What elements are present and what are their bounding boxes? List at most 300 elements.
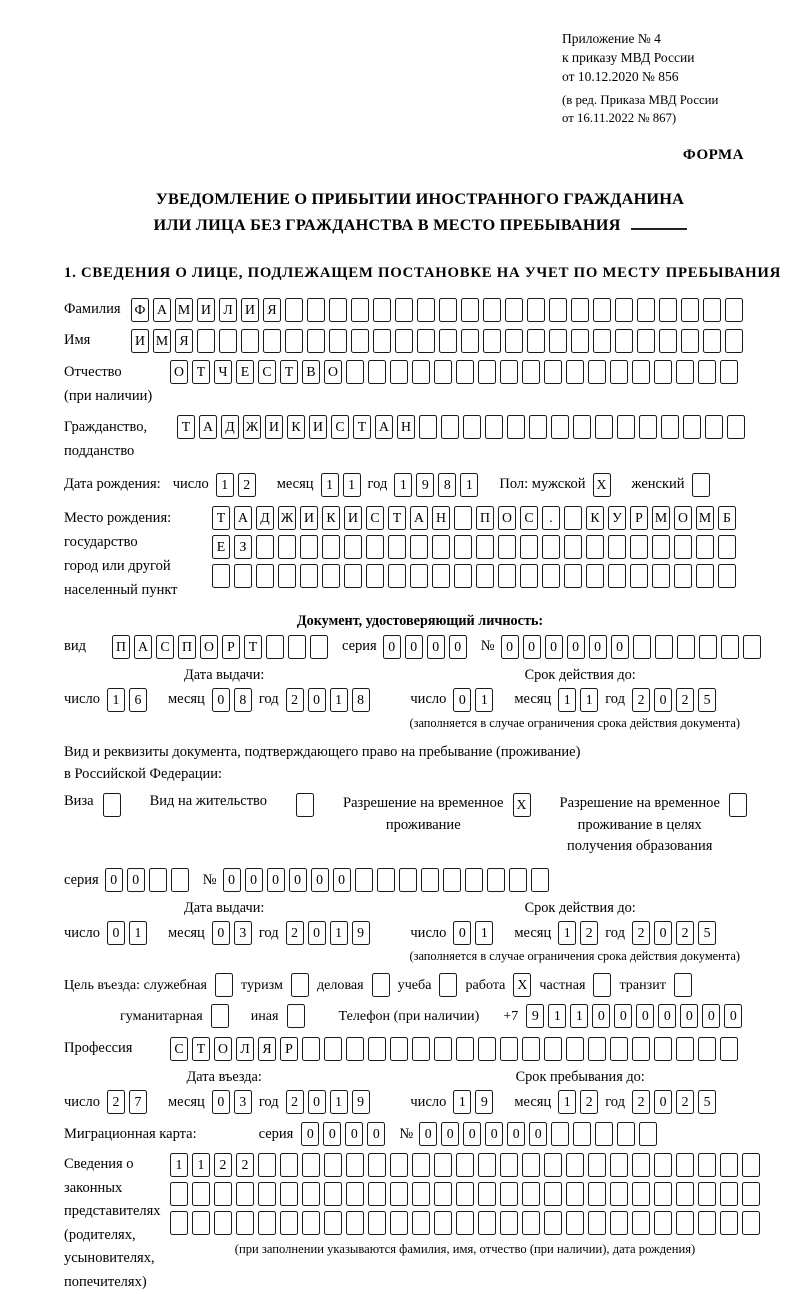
form-cell[interactable] — [654, 1182, 672, 1206]
form-cell[interactable]: 0 — [680, 1004, 698, 1028]
form-cell[interactable]: П — [476, 506, 494, 530]
form-cell[interactable] — [454, 535, 472, 559]
form-cell[interactable] — [527, 329, 545, 353]
form-cell[interactable] — [676, 1211, 694, 1235]
form-cell[interactable] — [633, 635, 651, 659]
form-cell[interactable] — [637, 329, 655, 353]
form-cell[interactable] — [566, 360, 584, 384]
form-cell[interactable]: 1 — [330, 921, 348, 945]
form-cell[interactable]: 1 — [216, 473, 234, 497]
form-cell[interactable]: 0 — [501, 635, 519, 659]
form-cell[interactable] — [214, 1182, 232, 1206]
form-cell[interactable] — [390, 360, 408, 384]
form-cell[interactable] — [355, 868, 373, 892]
form-cell[interactable] — [610, 1153, 628, 1177]
form-cell[interactable] — [564, 506, 582, 530]
form-cell[interactable]: 1 — [129, 921, 147, 945]
form-cell[interactable] — [170, 1182, 188, 1206]
form-cell[interactable]: 0 — [367, 1122, 385, 1146]
form-cell[interactable]: 2 — [580, 1090, 598, 1114]
form-cell[interactable] — [366, 535, 384, 559]
form-cell[interactable]: 0 — [427, 635, 445, 659]
form-cell[interactable]: 0 — [308, 921, 326, 945]
form-cell[interactable]: М — [696, 506, 714, 530]
form-cell[interactable]: X — [513, 973, 531, 997]
form-cell[interactable] — [465, 868, 483, 892]
form-cell[interactable] — [674, 564, 692, 588]
form-cell[interactable]: 0 — [567, 635, 585, 659]
form-cell[interactable] — [531, 868, 549, 892]
form-cell[interactable] — [588, 360, 606, 384]
form-cell[interactable] — [441, 415, 459, 439]
form-cell[interactable] — [346, 1182, 364, 1206]
form-cell[interactable]: 1 — [330, 688, 348, 712]
form-cell[interactable] — [500, 1182, 518, 1206]
form-cell[interactable] — [285, 329, 303, 353]
form-cell[interactable] — [368, 1211, 386, 1235]
form-cell[interactable]: 1 — [343, 473, 361, 497]
form-cell[interactable] — [595, 415, 613, 439]
form-cell[interactable]: Т — [212, 506, 230, 530]
form-cell[interactable] — [483, 329, 501, 353]
form-cell[interactable] — [456, 1182, 474, 1206]
form-cell[interactable]: 0 — [523, 635, 541, 659]
form-cell[interactable]: Л — [219, 298, 237, 322]
form-cell[interactable]: 2 — [286, 1090, 304, 1114]
form-cell[interactable] — [500, 1037, 518, 1061]
form-cell[interactable]: 1 — [558, 921, 576, 945]
form-cell[interactable] — [390, 1211, 408, 1235]
form-cell[interactable] — [544, 1182, 562, 1206]
form-cell[interactable] — [388, 535, 406, 559]
form-cell[interactable]: 0 — [589, 635, 607, 659]
form-cell[interactable] — [588, 1211, 606, 1235]
form-cell[interactable] — [463, 415, 481, 439]
form-cell[interactable] — [549, 329, 567, 353]
form-cell[interactable] — [564, 564, 582, 588]
form-cell[interactable]: М — [652, 506, 670, 530]
form-cell[interactable] — [280, 1182, 298, 1206]
form-cell[interactable]: 0 — [308, 1090, 326, 1114]
form-cell[interactable]: С — [366, 506, 384, 530]
form-cell[interactable] — [288, 635, 306, 659]
form-cell[interactable] — [410, 535, 428, 559]
form-cell[interactable] — [544, 1153, 562, 1177]
form-cell[interactable] — [434, 1182, 452, 1206]
form-cell[interactable] — [566, 1211, 584, 1235]
form-cell[interactable]: 1 — [580, 688, 598, 712]
form-cell[interactable] — [351, 298, 369, 322]
form-cell[interactable] — [476, 564, 494, 588]
form-cell[interactable] — [696, 535, 714, 559]
form-cell[interactable] — [725, 329, 743, 353]
form-cell[interactable] — [215, 973, 233, 997]
form-cell[interactable] — [256, 535, 274, 559]
form-cell[interactable] — [498, 535, 516, 559]
form-cell[interactable]: 2 — [632, 921, 650, 945]
form-cell[interactable] — [399, 868, 417, 892]
form-cell[interactable] — [520, 535, 538, 559]
form-cell[interactable] — [324, 1211, 342, 1235]
form-cell[interactable]: О — [170, 360, 188, 384]
form-cell[interactable] — [346, 1211, 364, 1235]
form-cell[interactable] — [615, 298, 633, 322]
form-cell[interactable] — [456, 1211, 474, 1235]
form-cell[interactable] — [302, 1182, 320, 1206]
form-cell[interactable] — [456, 1037, 474, 1061]
form-cell[interactable]: 0 — [405, 635, 423, 659]
form-cell[interactable]: А — [234, 506, 252, 530]
form-cell[interactable]: X — [593, 473, 611, 497]
form-cell[interactable] — [300, 564, 318, 588]
form-cell[interactable]: Т — [192, 360, 210, 384]
form-cell[interactable] — [395, 329, 413, 353]
form-cell[interactable]: Т — [244, 635, 262, 659]
form-cell[interactable] — [588, 1153, 606, 1177]
form-cell[interactable]: 0 — [212, 688, 230, 712]
form-cell[interactable] — [419, 415, 437, 439]
form-cell[interactable]: 0 — [529, 1122, 547, 1146]
form-cell[interactable] — [674, 535, 692, 559]
form-cell[interactable] — [542, 564, 560, 588]
form-cell[interactable] — [676, 1037, 694, 1061]
form-cell[interactable] — [329, 329, 347, 353]
form-cell[interactable] — [742, 1153, 760, 1177]
form-cell[interactable] — [368, 1182, 386, 1206]
form-cell[interactable] — [236, 1211, 254, 1235]
form-cell[interactable]: С — [170, 1037, 188, 1061]
form-cell[interactable] — [527, 298, 545, 322]
form-cell[interactable] — [280, 1153, 298, 1177]
form-cell[interactable]: 0 — [654, 688, 672, 712]
form-cell[interactable]: 0 — [453, 688, 471, 712]
form-cell[interactable]: П — [112, 635, 130, 659]
form-cell[interactable] — [478, 1037, 496, 1061]
form-cell[interactable] — [718, 564, 736, 588]
form-cell[interactable]: И — [131, 329, 149, 353]
form-cell[interactable] — [632, 1182, 650, 1206]
form-cell[interactable]: 2 — [286, 688, 304, 712]
form-cell[interactable]: 1 — [330, 1090, 348, 1114]
form-cell[interactable]: 0 — [289, 868, 307, 892]
form-cell[interactable]: А — [153, 298, 171, 322]
form-cell[interactable]: 0 — [449, 635, 467, 659]
form-cell[interactable] — [103, 793, 121, 817]
form-cell[interactable] — [346, 1153, 364, 1177]
form-cell[interactable]: 0 — [383, 635, 401, 659]
form-cell[interactable] — [608, 564, 626, 588]
form-cell[interactable] — [661, 415, 679, 439]
form-cell[interactable] — [432, 564, 450, 588]
form-cell[interactable] — [632, 1037, 650, 1061]
form-cell[interactable] — [296, 793, 314, 817]
form-cell[interactable] — [595, 1122, 613, 1146]
form-cell[interactable]: 0 — [463, 1122, 481, 1146]
form-cell[interactable]: 1 — [475, 921, 493, 945]
form-cell[interactable] — [236, 1182, 254, 1206]
form-cell[interactable]: А — [199, 415, 217, 439]
form-cell[interactable]: 8 — [234, 688, 252, 712]
form-cell[interactable]: П — [178, 635, 196, 659]
form-cell[interactable]: Е — [236, 360, 254, 384]
form-cell[interactable]: Р — [630, 506, 648, 530]
form-cell[interactable]: Н — [397, 415, 415, 439]
form-cell[interactable] — [725, 298, 743, 322]
form-cell[interactable]: 2 — [676, 1090, 694, 1114]
form-cell[interactable] — [390, 1153, 408, 1177]
form-cell[interactable] — [302, 1153, 320, 1177]
form-cell[interactable] — [390, 1182, 408, 1206]
form-cell[interactable]: 0 — [636, 1004, 654, 1028]
form-cell[interactable] — [346, 1037, 364, 1061]
form-cell[interactable]: К — [322, 506, 340, 530]
form-cell[interactable]: 2 — [214, 1153, 232, 1177]
form-cell[interactable]: Т — [388, 506, 406, 530]
form-cell[interactable] — [743, 635, 761, 659]
form-cell[interactable]: Т — [177, 415, 195, 439]
form-cell[interactable] — [720, 360, 738, 384]
form-cell[interactable]: 0 — [485, 1122, 503, 1146]
form-cell[interactable] — [344, 564, 362, 588]
form-cell[interactable] — [542, 535, 560, 559]
form-cell[interactable] — [478, 1153, 496, 1177]
form-cell[interactable] — [720, 1037, 738, 1061]
form-cell[interactable] — [368, 1153, 386, 1177]
form-cell[interactable] — [566, 1182, 584, 1206]
form-cell[interactable] — [241, 329, 259, 353]
form-cell[interactable] — [149, 868, 167, 892]
form-cell[interactable] — [703, 329, 721, 353]
form-cell[interactable]: . — [542, 506, 560, 530]
form-cell[interactable] — [307, 329, 325, 353]
form-cell[interactable] — [677, 635, 695, 659]
form-cell[interactable] — [566, 1153, 584, 1177]
form-cell[interactable] — [720, 1182, 738, 1206]
form-cell[interactable] — [487, 868, 505, 892]
form-cell[interactable] — [632, 1153, 650, 1177]
form-cell[interactable] — [588, 1182, 606, 1206]
form-cell[interactable]: А — [410, 506, 428, 530]
form-cell[interactable]: И — [300, 506, 318, 530]
form-cell[interactable]: 2 — [580, 921, 598, 945]
form-cell[interactable]: 1 — [558, 688, 576, 712]
form-cell[interactable]: С — [156, 635, 174, 659]
form-cell[interactable] — [439, 973, 457, 997]
form-cell[interactable] — [652, 535, 670, 559]
form-cell[interactable]: Л — [236, 1037, 254, 1061]
form-cell[interactable] — [412, 1153, 430, 1177]
form-cell[interactable] — [571, 329, 589, 353]
form-cell[interactable]: 0 — [212, 1090, 230, 1114]
form-cell[interactable] — [676, 1182, 694, 1206]
form-cell[interactable]: 2 — [107, 1090, 125, 1114]
form-cell[interactable]: 2 — [286, 921, 304, 945]
form-cell[interactable]: В — [302, 360, 320, 384]
form-cell[interactable] — [344, 535, 362, 559]
form-cell[interactable]: О — [674, 506, 692, 530]
form-cell[interactable]: 9 — [526, 1004, 544, 1028]
form-cell[interactable]: 0 — [614, 1004, 632, 1028]
form-cell[interactable]: 8 — [438, 473, 456, 497]
form-cell[interactable]: 1 — [570, 1004, 588, 1028]
form-cell[interactable] — [522, 360, 540, 384]
form-cell[interactable]: 9 — [352, 1090, 370, 1114]
form-cell[interactable] — [681, 298, 699, 322]
form-cell[interactable] — [566, 1037, 584, 1061]
form-cell[interactable] — [630, 535, 648, 559]
form-cell[interactable] — [549, 298, 567, 322]
form-cell[interactable]: С — [520, 506, 538, 530]
form-cell[interactable]: 1 — [394, 473, 412, 497]
form-cell[interactable] — [676, 1153, 694, 1177]
form-cell[interactable] — [280, 1211, 298, 1235]
form-cell[interactable] — [211, 1004, 229, 1028]
form-cell[interactable]: 5 — [698, 688, 716, 712]
form-cell[interactable] — [285, 298, 303, 322]
form-cell[interactable]: 7 — [129, 1090, 147, 1114]
form-cell[interactable] — [324, 1037, 342, 1061]
form-cell[interactable] — [278, 535, 296, 559]
form-cell[interactable]: 0 — [724, 1004, 742, 1028]
form-cell[interactable] — [302, 1211, 320, 1235]
form-cell[interactable] — [705, 415, 723, 439]
form-cell[interactable]: 1 — [548, 1004, 566, 1028]
form-cell[interactable]: 6 — [129, 688, 147, 712]
form-cell[interactable]: 9 — [475, 1090, 493, 1114]
form-cell[interactable] — [483, 298, 501, 322]
form-cell[interactable]: Ж — [243, 415, 261, 439]
form-cell[interactable]: 0 — [654, 921, 672, 945]
form-cell[interactable]: Т — [353, 415, 371, 439]
form-cell[interactable] — [500, 1153, 518, 1177]
form-cell[interactable] — [742, 1182, 760, 1206]
form-cell[interactable] — [654, 1153, 672, 1177]
form-cell[interactable] — [412, 360, 430, 384]
form-cell[interactable] — [372, 973, 390, 997]
form-cell[interactable] — [698, 1182, 716, 1206]
form-cell[interactable] — [461, 329, 479, 353]
form-cell[interactable]: К — [586, 506, 604, 530]
form-cell[interactable] — [373, 298, 391, 322]
form-cell[interactable]: 2 — [676, 921, 694, 945]
form-cell[interactable] — [197, 329, 215, 353]
form-cell[interactable] — [676, 360, 694, 384]
form-cell[interactable] — [608, 535, 626, 559]
form-cell[interactable]: 9 — [352, 921, 370, 945]
form-cell[interactable] — [610, 1211, 628, 1235]
form-cell[interactable]: О — [498, 506, 516, 530]
form-cell[interactable]: 0 — [507, 1122, 525, 1146]
form-cell[interactable] — [258, 1182, 276, 1206]
form-cell[interactable] — [324, 1153, 342, 1177]
form-cell[interactable]: 1 — [107, 688, 125, 712]
form-cell[interactable] — [443, 868, 461, 892]
form-cell[interactable]: И — [265, 415, 283, 439]
form-cell[interactable] — [412, 1211, 430, 1235]
form-cell[interactable] — [439, 329, 457, 353]
form-cell[interactable]: 0 — [212, 921, 230, 945]
form-cell[interactable] — [434, 1037, 452, 1061]
form-cell[interactable] — [461, 298, 479, 322]
form-cell[interactable]: 0 — [419, 1122, 437, 1146]
form-cell[interactable]: 1 — [192, 1153, 210, 1177]
form-cell[interactable]: Я — [175, 329, 193, 353]
form-cell[interactable] — [346, 360, 364, 384]
form-cell[interactable] — [456, 360, 474, 384]
form-cell[interactable]: 1 — [475, 688, 493, 712]
form-cell[interactable] — [478, 360, 496, 384]
form-cell[interactable] — [171, 868, 189, 892]
form-cell[interactable] — [742, 1211, 760, 1235]
form-cell[interactable] — [551, 1122, 569, 1146]
form-cell[interactable] — [698, 1153, 716, 1177]
form-cell[interactable] — [652, 564, 670, 588]
form-cell[interactable] — [593, 329, 611, 353]
form-cell[interactable] — [256, 564, 274, 588]
form-cell[interactable] — [522, 1037, 540, 1061]
form-cell[interactable] — [266, 635, 284, 659]
form-cell[interactable] — [485, 415, 503, 439]
form-cell[interactable] — [573, 415, 591, 439]
form-cell[interactable]: 0 — [107, 921, 125, 945]
form-cell[interactable] — [696, 564, 714, 588]
form-cell[interactable]: З — [234, 535, 252, 559]
form-cell[interactable] — [454, 506, 472, 530]
form-cell[interactable] — [258, 1153, 276, 1177]
form-cell[interactable]: 2 — [632, 1090, 650, 1114]
form-cell[interactable] — [544, 360, 562, 384]
form-cell[interactable]: 0 — [611, 635, 629, 659]
form-cell[interactable]: Я — [263, 298, 281, 322]
form-cell[interactable]: Я — [258, 1037, 276, 1061]
form-cell[interactable] — [329, 298, 347, 322]
form-cell[interactable]: Н — [432, 506, 450, 530]
form-cell[interactable] — [659, 298, 677, 322]
form-cell[interactable]: 3 — [234, 921, 252, 945]
form-cell[interactable] — [681, 329, 699, 353]
form-cell[interactable]: 0 — [441, 1122, 459, 1146]
form-cell[interactable] — [434, 360, 452, 384]
form-cell[interactable] — [324, 1182, 342, 1206]
form-cell[interactable]: У — [608, 506, 626, 530]
form-cell[interactable] — [300, 535, 318, 559]
form-cell[interactable] — [593, 973, 611, 997]
form-cell[interactable]: 0 — [301, 1122, 319, 1146]
form-cell[interactable]: Ф — [131, 298, 149, 322]
form-cell[interactable] — [456, 1153, 474, 1177]
form-cell[interactable] — [417, 298, 435, 322]
form-cell[interactable] — [522, 1153, 540, 1177]
form-cell[interactable] — [432, 535, 450, 559]
form-cell[interactable] — [322, 535, 340, 559]
form-cell[interactable] — [659, 329, 677, 353]
form-cell[interactable]: Ж — [278, 506, 296, 530]
form-cell[interactable]: 0 — [592, 1004, 610, 1028]
form-cell[interactable] — [588, 1037, 606, 1061]
form-cell[interactable] — [692, 473, 710, 497]
form-cell[interactable]: О — [324, 360, 342, 384]
form-cell[interactable] — [500, 1211, 518, 1235]
form-cell[interactable] — [564, 535, 582, 559]
form-cell[interactable]: О — [214, 1037, 232, 1061]
form-cell[interactable] — [368, 1037, 386, 1061]
form-cell[interactable]: М — [153, 329, 171, 353]
form-cell[interactable] — [192, 1182, 210, 1206]
form-cell[interactable] — [718, 535, 736, 559]
form-cell[interactable] — [388, 564, 406, 588]
form-cell[interactable] — [573, 1122, 591, 1146]
form-cell[interactable] — [263, 329, 281, 353]
